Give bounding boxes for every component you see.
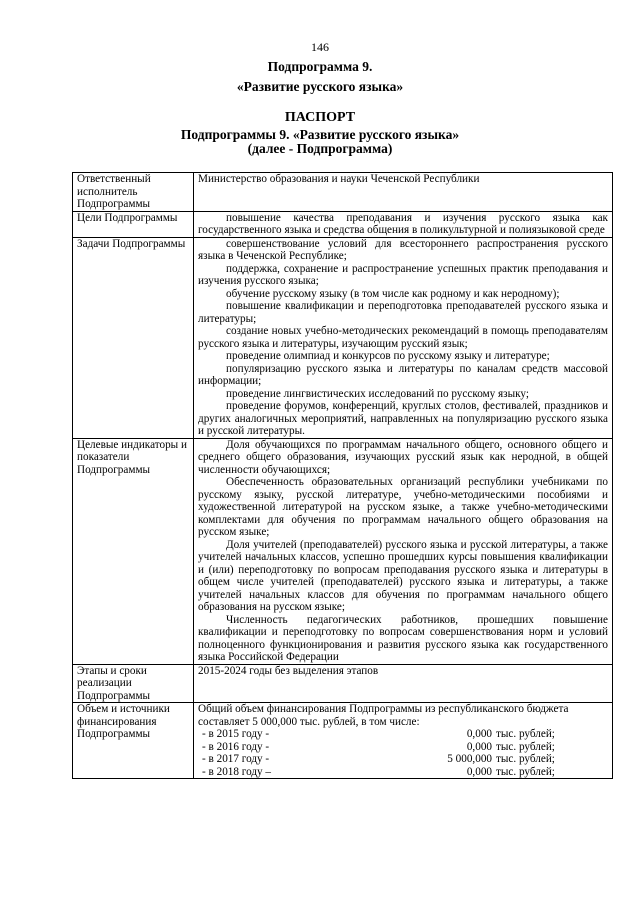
row-paragraph: Обеспеченность образовательных организаций республики учебниками по русскому языку, русской литературе, учебно-методическими пособиями и художественной литературой на русском языке, а также учебно-методическими комплектами для обучения по программам начального общего образования на русском языке; [198,476,608,538]
subprogram-title: Подпрограмма 9. [267,59,373,74]
row-paragraph: Доля учителей (преподавателей) русского языка и русской литературы, а также учителей начальных классов, успешно прошедших курсы повышения квалификации и (или) переподготовку по вопросам преподавания русского языка и литературы в общем числе учителей (преподавателей) русского языка и литературы, а также учителей начальных классов для обучения по программам начального общего образования на русском языке; [198,538,608,613]
row-label: Задачи Подпрограммы [73,237,194,438]
row-paragraph: Министерство образования и науки Чеченской Республики [198,173,480,185]
table-row [73,211,613,237]
passport-table-body [73,173,613,703]
finance-unit: тыс. рублей; [496,728,555,740]
passport-heading: ПАСПОРТ [284,110,356,125]
row-label: Целевые индикаторы и показатели Подпрограммы [73,438,194,664]
row-content [194,211,613,237]
row-paragraph: повышение качества преподавания и изучения русского языка как государственного языка и средства общения в поликультурной и полиязыковой среде [198,211,608,236]
row-content [194,438,613,664]
row-paragraph: создание новых учебно-методических рекомендаций в помощь преподавателям русского языка и литературы, изучающим русский язык; [198,325,608,350]
row-paragraph: Доля обучающихся по программам начального общего, основного общего и среднего общего образования, изучающих русский язык как неродной, в общей численности обучающихся; [198,438,608,476]
passport-subheading: Подпрограммы 9. «Развитие русского языка» [180,127,460,142]
finance-section [73,703,613,779]
finance-unit: тыс. рублей; [496,740,555,753]
row-label: Этапы и сроки реализации Подпрограммы [73,664,194,703]
row-paragraph: проведение форумов, конференций, круглых столов, фестивалей, праздников и других аналогичных мероприятий, направленных на популяризацию русского языка и русской литературы. [198,400,608,437]
row-label: Ответственный исполнитель Подпрограммы [73,173,194,212]
table-row [73,237,613,438]
passport-note: (далее - Подпрограмма) [247,141,393,156]
finance-sum: 0,000 [466,765,492,778]
finance-year: - в 2017 году - [202,753,270,765]
finance-year: - в 2015 году - [202,728,270,740]
finance-year: - в 2016 году - [202,740,270,753]
finance-year-row [198,741,608,754]
finance-sum: 0,000 [466,728,492,740]
row-paragraph: 2015-2024 годы без выделения этапов [198,664,379,677]
finance-year: - в 2018 году – [202,765,272,778]
table-row-finance [73,703,613,779]
passport-table [72,172,613,779]
row-content [194,173,613,212]
row-label: Цели Подпрограммы [73,211,194,237]
finance-sum: 0,000 [466,740,492,753]
finance-intro: Общий объем финансирования Подпрограммы из республиканского бюджета составляет 5 000,000 тыс. рублей, в том числе: [198,703,569,728]
finance-year-row [198,728,608,741]
row-content [194,664,613,703]
table-row [73,438,613,664]
row-paragraph: поддержка, сохранение и распространение успешных практик преподавания и изучения русского языка; [198,262,608,287]
table-row [73,664,613,703]
row-paragraph: проведение олимпиад и конкурсов по русскому языку и литературе; [226,350,550,362]
row-label: Объем и источники финансирования Подпрограммы [73,703,194,779]
row-paragraph: обучение русскому языку (в том числе как родному и как неродному); [226,287,560,300]
row-paragraph: популяризацию русского языка и литературы по каналам средств массовой информации; [198,362,608,387]
row-content [194,237,613,438]
row-paragraph: повышение квалификации и переподготовка преподавателей русского языка и литературы; [198,300,608,325]
page-number: 146 [311,40,329,54]
finance-year-row [198,766,608,779]
row-paragraph: Численность педагогических работников, прошедших повышение квалификации и переподготовку по вопросам совершенствования норм и условий полноценного функционирования и развития русского языка как государственного языка Российской Федерации [198,613,608,663]
row-paragraph: совершенствование условий для всестороннего распространения русского языка в Чеченской Республике; [198,237,608,262]
row-paragraph: проведение лингвистических исследований по русскому языку; [226,387,529,400]
row-content [194,703,613,779]
table-row [73,173,613,212]
finance-unit: тыс. рублей; [496,753,555,765]
subprogram-name: «Развитие русского языка» [236,79,404,94]
finance-sum: 5 000,000 [447,753,492,765]
finance-year-row [198,753,608,766]
finance-unit: тыс. рублей; [496,765,555,778]
